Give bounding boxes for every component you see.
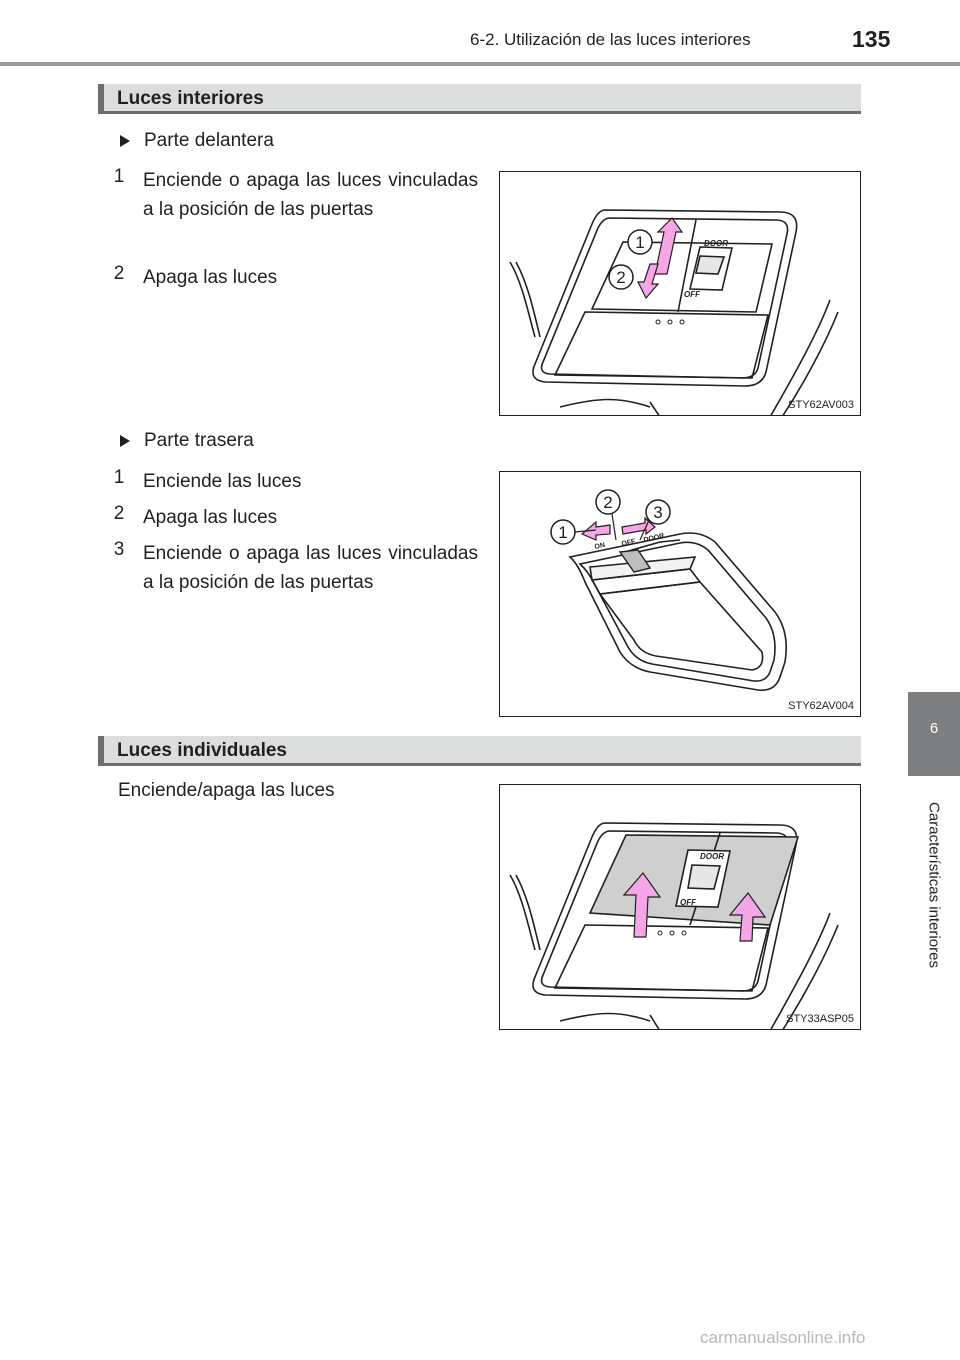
door-label: DOOR: [700, 852, 724, 861]
on-label: ON: [593, 541, 606, 551]
figure-individual-lamp: [499, 784, 861, 1030]
callout-2: 2: [616, 268, 626, 287]
triangle-bullet-icon: [120, 435, 130, 447]
step-number: 1: [113, 166, 125, 187]
step-number: 1: [113, 467, 125, 488]
callout-3: 3: [653, 503, 663, 522]
down-arrow-icon: [638, 264, 658, 298]
step-description: Enciende o apaga las luces vinculadas a la posición de las puertas: [143, 543, 478, 593]
figure-code: STY33ASP05: [786, 1013, 854, 1025]
section-heading-label: Luces interiores: [117, 88, 264, 109]
individual-lights-description: Enciende/apaga las luces: [118, 780, 335, 801]
callout-2: 2: [603, 493, 613, 512]
chapter-tab: [908, 692, 960, 776]
chapter-title: Características interiores: [925, 802, 943, 968]
door-label: DOOR: [642, 532, 665, 544]
step-number: 3: [113, 539, 125, 560]
watermark: carmanualsonline.info: [700, 1328, 866, 1347]
step-description: Apaga las luces: [143, 507, 278, 528]
page-number: 135: [852, 26, 891, 52]
callout-1: 1: [635, 233, 645, 252]
bullet-label: Parte delantera: [144, 130, 274, 151]
callout-1: 1: [558, 523, 568, 542]
section-heading-label: Luces individuales: [117, 740, 287, 761]
figure-front-lamp: [499, 171, 861, 416]
step-description: Enciende o apaga las luces vinculadas a la posición de las puertas: [143, 170, 478, 220]
triangle-bullet-icon: [120, 135, 130, 147]
rear-lamp-illustration: [500, 472, 861, 717]
door-label: DOOR: [704, 239, 728, 248]
off-label: OFF: [684, 290, 700, 299]
off-label: OFF: [680, 898, 696, 907]
individual-lamp-illustration: [500, 785, 861, 1030]
step-description: Enciende las luces: [143, 471, 302, 492]
section-heading-individual-lights: [98, 736, 861, 766]
section-heading-interior-lights: [98, 84, 861, 114]
figure-code: STY62AV004: [788, 700, 854, 712]
bullet-label: Parte trasera: [144, 430, 254, 451]
step-number: 2: [113, 263, 125, 284]
up-arrow-icon: [655, 218, 682, 274]
chapter-number: 6: [929, 720, 939, 737]
header-section-title: 6-2. Utilización de las luces interiores: [470, 30, 751, 49]
step-description: Apaga las luces: [143, 267, 278, 288]
off-label: OFF: [620, 538, 637, 548]
front-lamp-illustration: [500, 172, 861, 416]
step-number: 2: [113, 503, 125, 524]
figure-code: STY62AV003: [788, 399, 854, 411]
figure-rear-lamp: [499, 471, 861, 717]
header-rule: [0, 62, 960, 66]
